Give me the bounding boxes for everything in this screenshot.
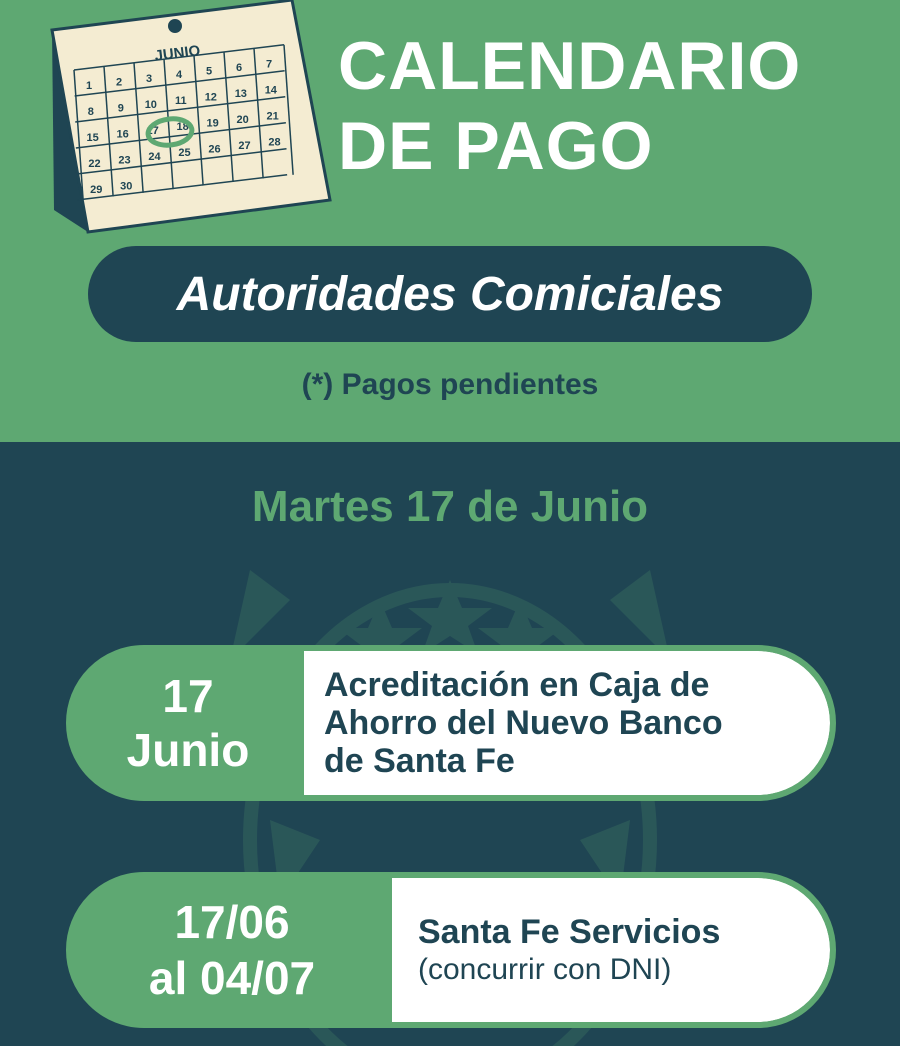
payment-item-bank-deposit <box>66 645 836 801</box>
calendar-day: 5 <box>205 65 213 78</box>
calendar-day: 12 <box>204 91 217 104</box>
calendar-day: 19 <box>206 117 219 130</box>
info-line-1: Santa Fe Servicios <box>418 913 721 951</box>
info-line-2: Ahorro del Nuevo Banco <box>324 704 723 742</box>
info-line-3: de Santa Fe <box>324 742 515 780</box>
date-line-1: 17/06 <box>174 896 290 948</box>
page-title <box>338 26 801 186</box>
calendar-day: 24 <box>148 150 161 163</box>
calendar-day: 3 <box>145 72 153 85</box>
calendar-day: 17 <box>146 124 159 137</box>
calendar-day: 27 <box>238 140 251 152</box>
payment-item-description <box>304 651 830 795</box>
calendar-icon <box>40 0 340 240</box>
payment-item-date <box>72 878 392 1022</box>
title-line-2: DE PAGO <box>338 108 654 184</box>
calendar-day: 28 <box>268 136 281 149</box>
date-line-2: al 04/07 <box>148 952 316 1004</box>
calendar-day: 26 <box>208 143 221 156</box>
calendar-day: 29 <box>90 184 103 196</box>
info-line-1: Acreditación en Caja de <box>324 666 710 704</box>
calendar-day: 23 <box>118 154 131 167</box>
payment-item-date <box>72 651 304 795</box>
info-line-2: (concurrir con DNI) <box>418 953 672 986</box>
calendar-day: 8 <box>87 106 94 118</box>
calendar-day: 1 <box>85 80 93 92</box>
header-section <box>0 0 900 442</box>
calendar-day: 30 <box>120 180 133 193</box>
calendar-day: 13 <box>234 88 247 100</box>
calendar-day: 15 <box>86 132 99 144</box>
calendar-month: JUNIO <box>153 42 202 65</box>
title-line-1: CALENDARIO <box>338 28 802 104</box>
calendar-day: 16 <box>116 128 129 141</box>
payment-item-description <box>392 878 830 1022</box>
calendar-day: 11 <box>175 95 187 108</box>
pending-note: (*) Pagos pendientes <box>301 368 599 401</box>
payment-date-heading: Martes 17 de Junio <box>251 482 649 531</box>
date-line-2: Junio <box>126 724 250 776</box>
calendar-day: 9 <box>117 102 124 115</box>
calendar-day: 7 <box>265 58 273 71</box>
calendar-day: 14 <box>264 84 277 97</box>
calendar-day: 21 <box>266 110 279 123</box>
calendar-day: 6 <box>235 62 243 74</box>
calendar-day: 18 <box>176 121 189 134</box>
calendar-day: 25 <box>178 147 191 160</box>
date-line-1: 17 <box>162 670 214 722</box>
calendar-day: 4 <box>175 69 183 82</box>
category-pill <box>88 246 812 342</box>
calendar-day: 22 <box>88 158 101 170</box>
payment-item-santa-fe-servicios <box>66 872 836 1028</box>
calendar-day: 20 <box>236 114 249 126</box>
category-label: Autoridades Comiciales <box>176 267 724 321</box>
calendar-day: 10 <box>144 98 157 111</box>
calendar-day: 2 <box>115 76 123 89</box>
